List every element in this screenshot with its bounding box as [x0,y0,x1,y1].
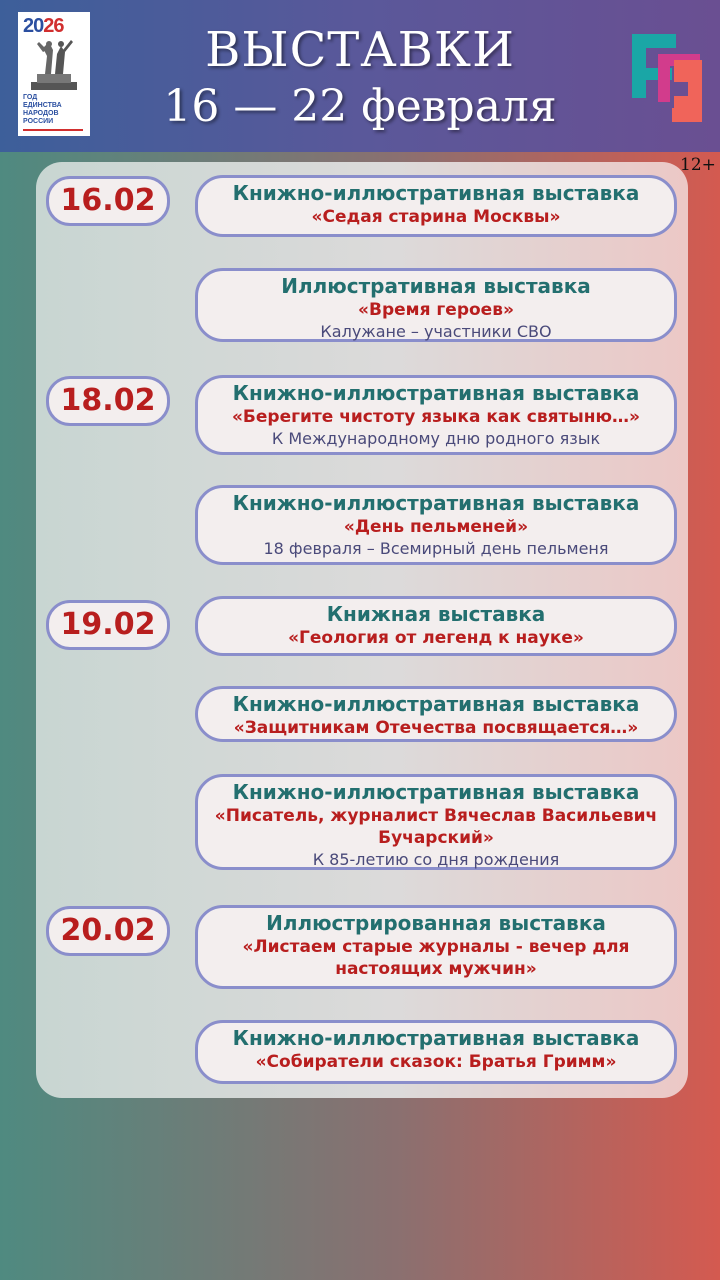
date-badge: 20.02 [46,906,170,956]
logo-caption [23,94,85,126]
page-dates: 16 — 22 февраля [163,81,557,132]
date-badge: 19.02 [46,600,170,650]
exhibition-card [195,485,677,565]
exhibition-card [195,175,677,237]
exhibition-card [195,375,677,455]
page-title: ВЫСТАВКИ [205,22,515,78]
exhibition-card [195,1020,677,1084]
logo-line: РОССИИ [23,118,54,125]
library-brand-icon [628,32,704,124]
logo-bar [23,129,83,131]
exhibition-note: 18 февраля – Всемирный день пельменя [263,539,609,558]
exhibition-card [195,268,677,342]
exhibition-type: Книжно-иллюстративная выставка [232,381,640,405]
year-of-unity-logo [18,12,90,136]
exhibition-type: Книжная выставка [326,602,546,626]
exhibition-type: Книжно-иллюстративная выставка [232,181,640,205]
exhibition-name: «День пельменей» [343,517,529,537]
age-rating: 12+ [680,155,716,175]
logo-year-part1: 20 [23,15,44,37]
date-badge: 18.02 [46,376,170,426]
exhibition-type: Книжно-иллюстративная выставка [232,692,640,716]
exhibition-type: Иллюстрированная выставка [266,911,606,935]
exhibition-note: Калужане – участники СВО [320,322,552,341]
logo-year [23,16,85,36]
exhibition-name: «Время героев» [358,300,514,320]
logo-line: НАРОДОВ [23,110,59,117]
exhibition-name: «Листаем старые журналы - вечер для настоящих мужчин» [242,937,630,979]
exhibition-type: Книжно-иллюстративная выставка [232,491,640,515]
logo-year-part2: 26 [43,15,64,37]
exhibition-type: Книжно-иллюстративная выставка [232,780,640,804]
logo-line: ЕДИНСТВА [23,102,62,109]
exhibition-note: К Международному дню родного язык [271,429,601,448]
exhibition-type: Книжно-иллюстративная выставка [232,1026,640,1050]
exhibition-name: «Писатель, журналист Вячеслав Васильевич Бучарский» [214,806,658,848]
monument-icon [23,38,85,92]
exhibition-name: «Геология от легенд к науке» [288,628,584,648]
date-badge: 16.02 [46,176,170,226]
header-banner [0,0,720,152]
exhibition-note: К 85-летию со дня рождения [312,850,560,869]
exhibition-card [195,596,677,656]
exhibition-name: «Седая старина Москвы» [311,207,561,227]
exhibition-card [195,905,677,989]
exhibition-name: «Защитникам Отечества посвящается…» [233,718,639,738]
logo-line: ГОД [23,94,38,101]
exhibition-name: «Берегите чистоту языка как святыню…» [231,407,641,427]
exhibition-card [195,774,677,870]
exhibition-name: «Собиратели сказок: Братья Гримм» [255,1052,617,1072]
exhibition-card [195,686,677,742]
exhibition-type: Иллюстративная выставка [281,274,591,298]
